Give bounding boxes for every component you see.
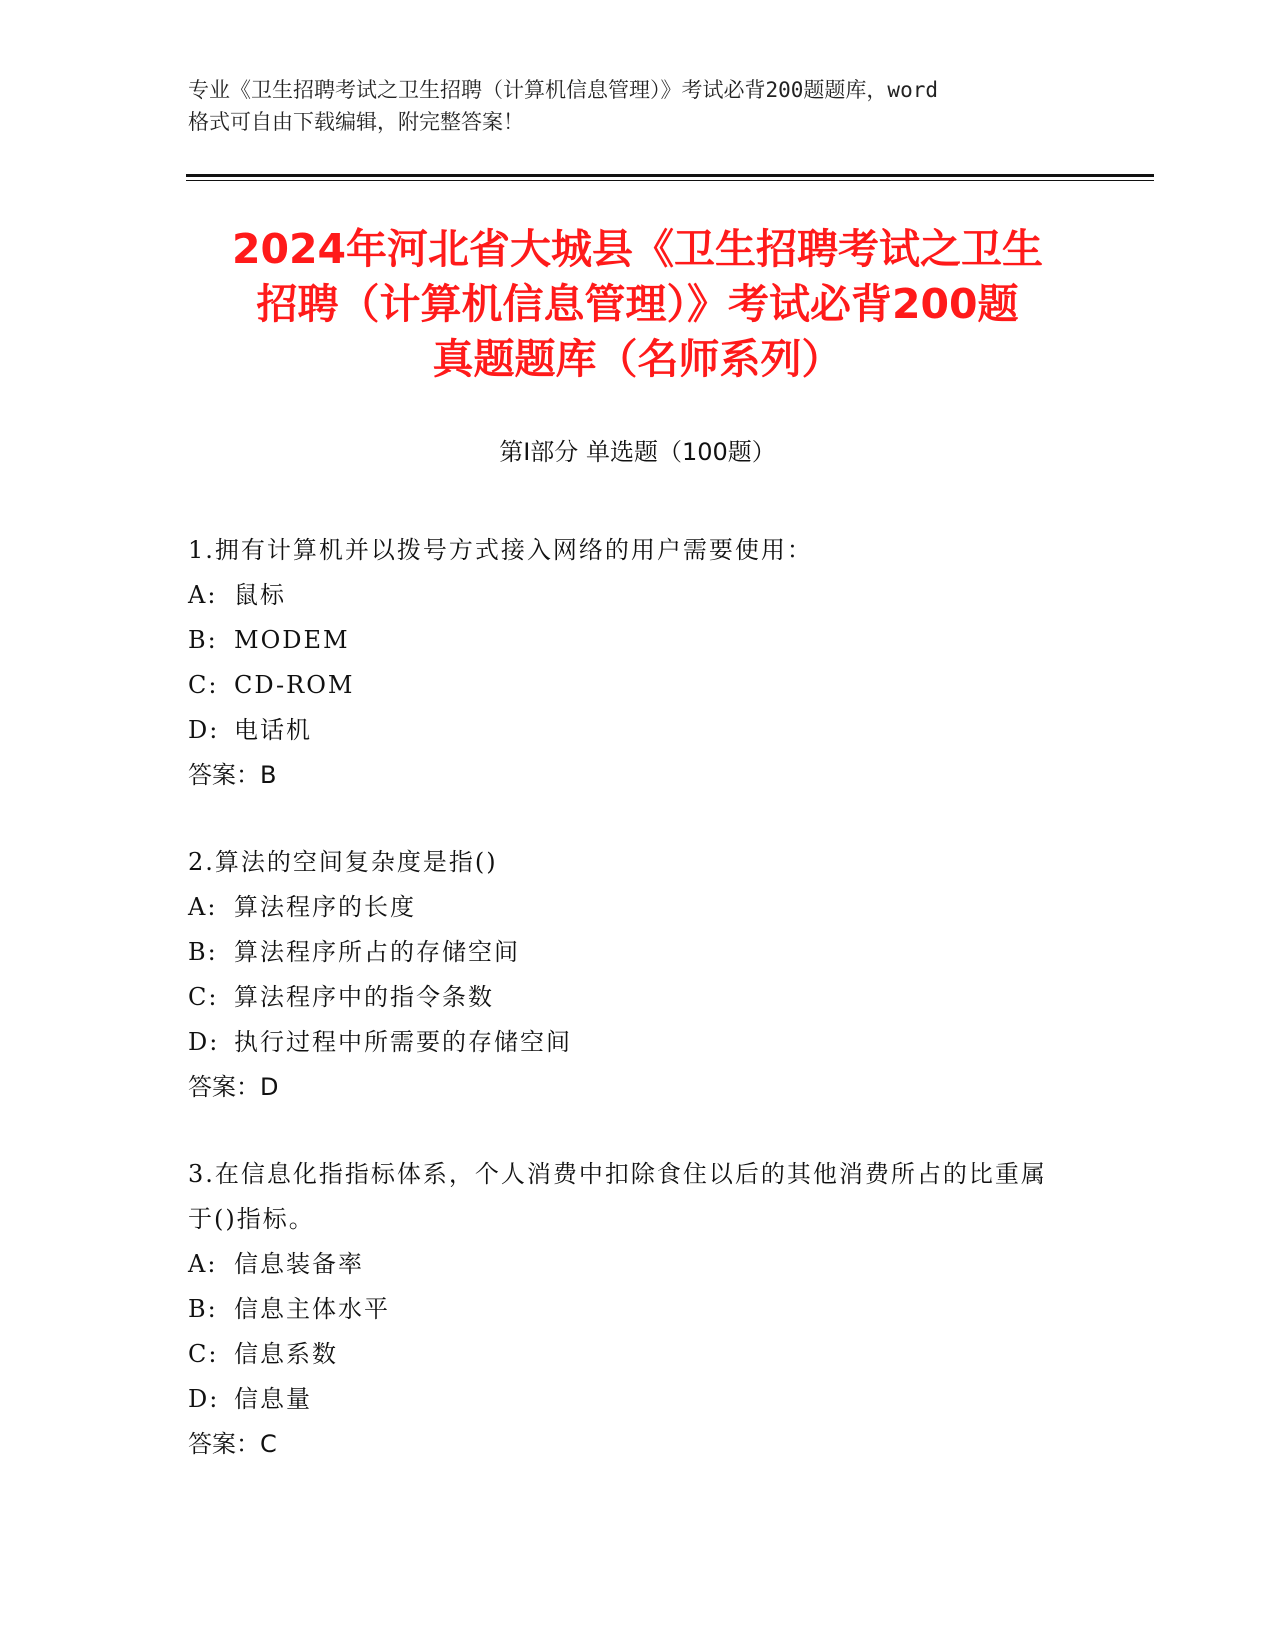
option-b [188,1287,1088,1332]
header-note [188,74,1088,138]
question-item [188,1152,1088,1467]
question-stem: 3.在信息化指指标体系，个人消费中扣除食住以后的其他消费所占的比重属于()指标。 [188,1160,1047,1233]
option-key: C: [188,983,219,1011]
answer-line: 答案：C [188,1430,277,1458]
option-key: A: [188,581,218,609]
option-text: 算法程序所占的存储空间 [234,938,520,966]
option-text: 信息主体水平 [234,1295,390,1323]
option-d [188,1020,1088,1065]
section-heading: 第Ⅰ部分 单选题（100题） [499,438,776,466]
answer-line: 答案：B [188,761,277,789]
option-text: 信息量 [234,1385,312,1413]
question-list [188,528,1088,1509]
option-a [188,1242,1088,1287]
header-divider-thin [186,180,1154,181]
option-b [188,618,1088,663]
option-text: 算法程序的长度 [234,893,416,921]
header-note-line-2: 格式可自由下载编辑，附完整答案！ [188,110,524,134]
option-text: 鼠标 [234,581,286,609]
answer-line: 答案：D [188,1073,279,1101]
option-key: B: [188,938,218,966]
option-c [188,1332,1088,1377]
title-line-2: 招聘（计算机信息管理）》考试必背200题 [256,280,1019,328]
option-a [188,885,1088,930]
option-text: 算法程序中的指令条数 [234,983,494,1011]
option-key: B: [188,1295,218,1323]
document-title [150,222,1125,387]
option-key: D: [188,1385,220,1413]
option-key: C: [188,1340,219,1368]
title-line-3: 真题题库（名师系列） [432,335,843,383]
option-key: A: [188,1250,218,1278]
header-divider-thick [186,174,1154,177]
option-d [188,1377,1088,1422]
option-key: D: [188,1028,220,1056]
option-c [188,975,1088,1020]
question-item [188,840,1088,1110]
option-a [188,573,1088,618]
question-stem: 2.算法的空间复杂度是指() [188,848,498,876]
option-d [188,708,1088,753]
option-c [188,663,1088,708]
option-text: 执行过程中所需要的存储空间 [234,1028,572,1056]
option-key: D: [188,716,220,744]
question-stem: 1.拥有计算机并以拨号方式接入网络的用户需要使用： [188,536,813,564]
option-text: MODEM [234,626,350,654]
option-text: 电话机 [234,716,312,744]
option-b [188,930,1088,975]
option-key: A: [188,893,218,921]
option-text: CD-ROM [234,671,355,699]
header-note-line-1: 专业《卫生招聘考试之卫生招聘（计算机信息管理）》考试必背200题题库，word [188,78,938,102]
option-text: 信息系数 [234,1340,338,1368]
option-key: C: [188,671,219,699]
option-key: B: [188,626,218,654]
question-item [188,528,1088,798]
option-text: 信息装备率 [234,1250,364,1278]
title-line-1: 2024年河北省大城县《卫生招聘考试之卫生 [231,225,1044,273]
